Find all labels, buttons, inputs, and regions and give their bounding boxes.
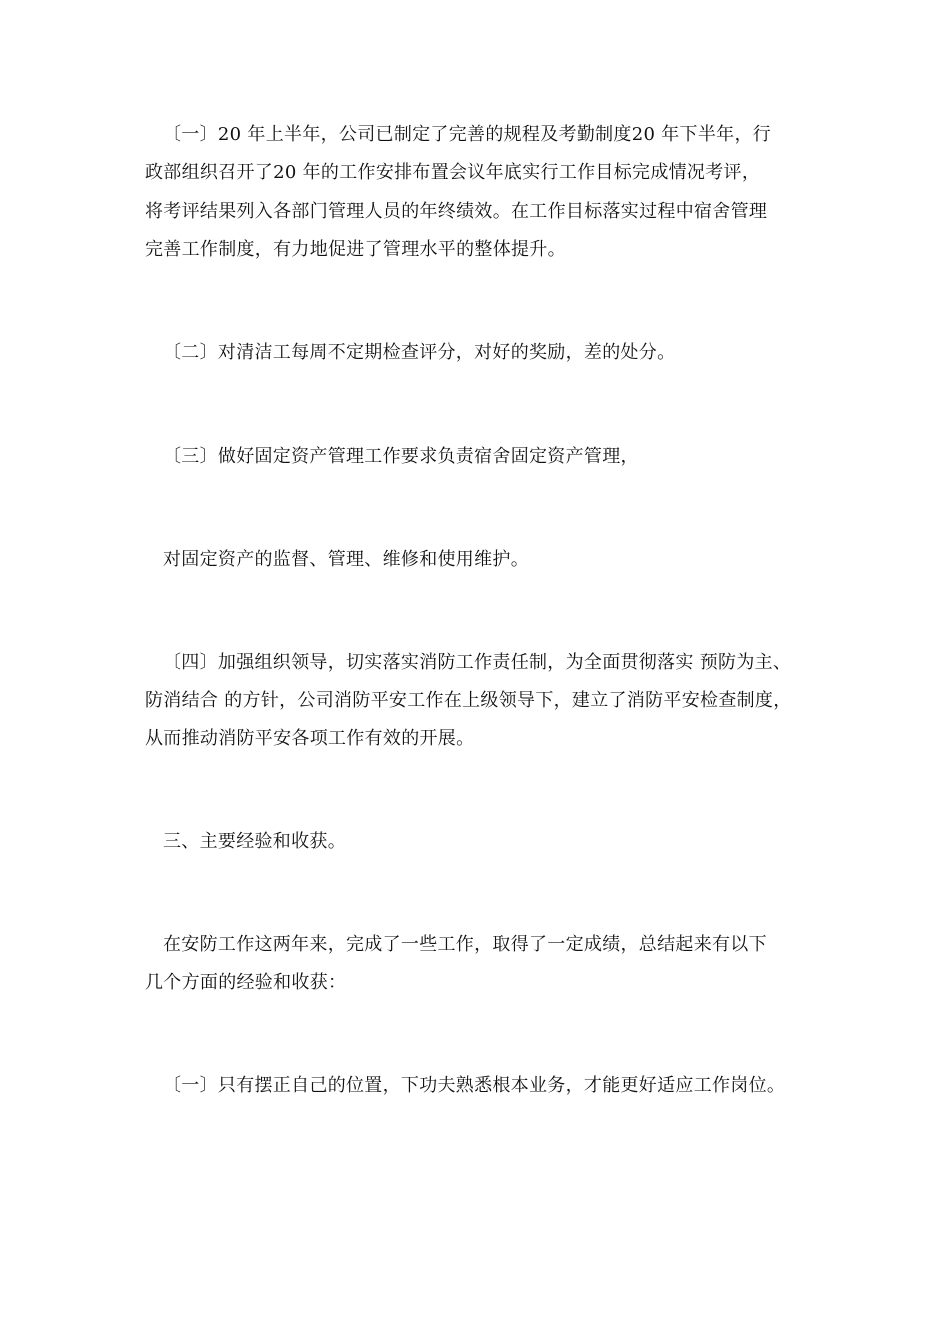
paragraph-6-line-2: 几个方面的经验和收获： xyxy=(145,972,347,993)
paragraph-1-line-3: 将考评结果列入各部门管理人员的年终绩效。在工作目标落实过程中宿舍管理 xyxy=(145,201,768,222)
paragraph-5-line-1: 〔四〕加强组织领导，切实落实消防工作责任制，为全面贯彻落实 预防为主、 xyxy=(163,652,792,673)
paragraph-1-line-2: 政部组织召开了20 年的工作安排布置会议年底实行工作目标完成情况考评， xyxy=(145,162,761,183)
paragraph-5-line-2: 防消结合 的方针，公司消防平安工作在上级领导下，建立了消防平安检查制度， xyxy=(145,690,792,711)
paragraph-1-line-1: 〔一〕20 年上半年，公司已制定了完善的规程及考勤制度20 年下半年，行 xyxy=(163,124,772,145)
paragraph-5-line-3: 从而推动消防平安各项工作有效的开展。 xyxy=(145,728,475,749)
paragraph-3: 〔三〕做好固定资产管理工作要求负责宿舍固定资产管理， xyxy=(163,446,639,467)
paragraph-4: 对固定资产的监督、管理、维修和使用维护。 xyxy=(163,549,529,570)
paragraph-1-line-4: 完善工作制度，有力地促进了管理水平的整体提升。 xyxy=(145,239,566,260)
paragraph-6-line-1: 在安防工作这两年来，完成了一些工作，取得了一定成绩，总结起来有以下 xyxy=(163,934,767,955)
paragraph-7: 〔一〕只有摆正自己的位置，下功夫熟悉根本业务，才能更好适应工作岗位。 xyxy=(163,1075,786,1096)
paragraph-2: 〔二〕对清洁工每周不定期检查评分，对好的奖励，差的处分。 xyxy=(163,342,676,363)
section-heading-3: 三、主要经验和收获。 xyxy=(163,831,346,852)
